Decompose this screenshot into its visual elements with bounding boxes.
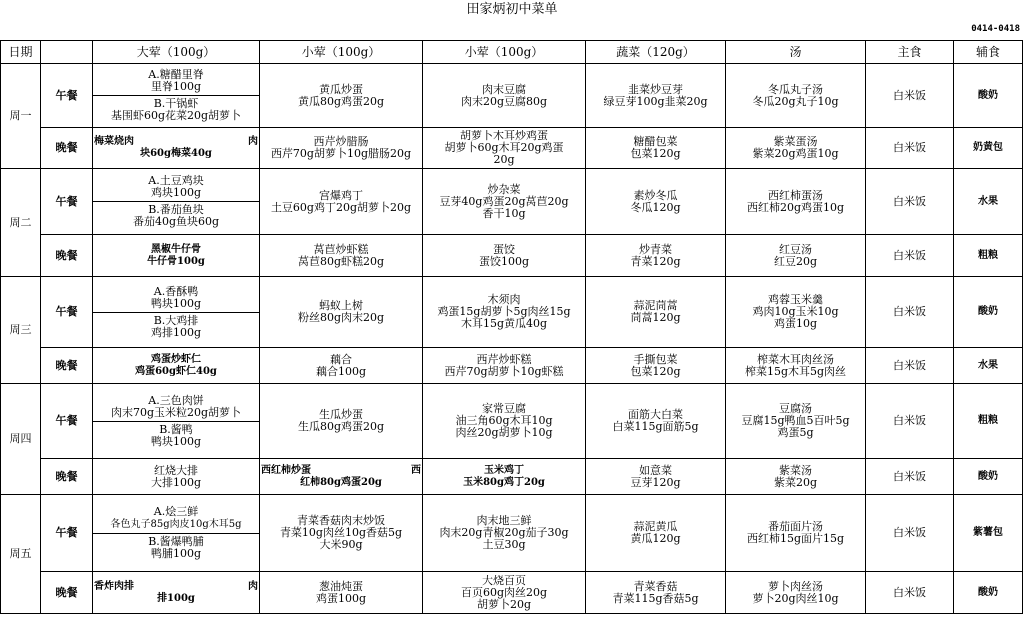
side-cell: 奶黄包 — [954, 128, 1023, 169]
day-cell: 周三 — [1, 277, 41, 384]
main-meat-cell: A.三色肉饼 肉末70g玉米粒20g胡萝卜 B.酱鸭 鸭块100g — [93, 384, 260, 459]
small-meat-1-cell: 黄瓜炒蛋 黄瓜80g鸡蛋20g — [260, 64, 423, 128]
side-cell: 紫薯包 — [954, 495, 1023, 572]
side-cell: 水果 — [954, 169, 1023, 235]
small-meat-2-cell: 大烧百页 百页60g肉丝20g 胡萝卜20g — [423, 572, 586, 614]
soup-cell: 豆腐汤 豆腐15g鸭血5百叶5g 鸡蛋5g — [726, 384, 866, 459]
vegetable-cell: 素炒冬瓜 冬瓜120g — [586, 169, 726, 235]
table-row — [1, 169, 1023, 235]
small-meat-2-cell: 肉末地三鲜 肉末20g青椒20g茄子30g 土豆30g — [423, 495, 586, 572]
header-staple: 主食 — [866, 41, 954, 64]
vegetable-cell: 如意菜 豆芽120g — [586, 459, 726, 495]
vegetable-cell: 蒜泥黄瓜 黄瓜120g — [586, 495, 726, 572]
side-cell: 粗粮 — [954, 384, 1023, 459]
small-meat-1-cell: 莴苣炒虾糕 莴苣80g虾糕20g — [260, 235, 423, 277]
table-row — [1, 495, 1023, 572]
meal-cell: 午餐 — [41, 384, 93, 459]
day-cell: 周四 — [1, 384, 41, 495]
header-soup: 汤 — [726, 41, 866, 64]
side-cell: 酸奶 — [954, 64, 1023, 128]
small-meat-2-cell: 肉末豆腐 肉末20g豆腐80g — [423, 64, 586, 128]
small-meat-1-cell: 西红柿炒蛋 西 红柿80g鸡蛋20g — [260, 459, 423, 495]
meal-cell: 晚餐 — [41, 348, 93, 384]
side-cell: 酸奶 — [954, 572, 1023, 614]
meal-cell: 午餐 — [41, 64, 93, 128]
staple-cell: 白米饭 — [866, 459, 954, 495]
small-meat-1-cell: 藕合 藕合100g — [260, 348, 423, 384]
page-title: 田家炳初中菜单 — [466, 2, 558, 17]
small-meat-1-cell: 蚂蚁上树 粉丝80g肉末20g — [260, 277, 423, 348]
small-meat-1-cell: 生瓜炒蛋 生瓜80g鸡蛋20g — [260, 384, 423, 459]
meal-cell: 晚餐 — [41, 128, 93, 169]
small-meat-1-cell: 西芹炒腊肠 西芹70g胡萝卜10g腊肠20g — [260, 128, 423, 169]
table-row — [1, 277, 1023, 348]
main-meat-cell: A.烩三鲜 各色丸子85g肉皮10g木耳5g B.酱爆鸭脯 鸭脯100g — [93, 495, 260, 572]
table-row — [1, 384, 1023, 459]
vegetable-cell: 糖醋包菜 包菜120g — [586, 128, 726, 169]
vegetable-cell: 韭菜炒豆芽 绿豆芽100g韭菜20g — [586, 64, 726, 128]
meal-cell: 晚餐 — [41, 235, 93, 277]
main-meat-cell: 黑椒牛仔骨 牛仔骨100g — [93, 235, 260, 277]
soup-cell: 红豆汤 红豆20g — [726, 235, 866, 277]
vegetable-cell: 面筋大白菜 白菜115g面筋5g — [586, 384, 726, 459]
soup-cell: 冬瓜丸子汤 冬瓜20g丸子10g — [726, 64, 866, 128]
main-meat-cell: 香炸肉排 肉 排100g — [93, 572, 260, 614]
main-meat-cell: A.土豆鸡块 鸡块100g B.番茄鱼块 番茄40g鱼块60g — [93, 169, 260, 235]
staple-cell: 白米饭 — [866, 64, 954, 128]
header-main-meat: 大荤（100g） — [93, 41, 260, 64]
meal-cell: 晚餐 — [41, 459, 93, 495]
small-meat-2-cell: 家常豆腐 油三角60g木耳10g 肉丝20g胡萝卜10g — [423, 384, 586, 459]
small-meat-2-cell: 蛋饺 蛋饺100g — [423, 235, 586, 277]
vegetable-cell: 蒜泥茼蒿 茼蒿120g — [586, 277, 726, 348]
staple-cell: 白米饭 — [866, 348, 954, 384]
table-row — [1, 459, 1023, 495]
main-meat-cell: 梅菜烧肉 肉 块60g梅菜40g — [93, 128, 260, 169]
small-meat-2-cell: 西芹炒虾糕 西芹70g胡萝卜10g虾糕 — [423, 348, 586, 384]
soup-cell: 紫菜蛋汤 紫菜20g鸡蛋10g — [726, 128, 866, 169]
staple-cell: 白米饭 — [866, 277, 954, 348]
date-range: 0414-0418 — [971, 24, 1020, 34]
header-vegetable: 蔬菜（120g） — [586, 41, 726, 64]
meal-cell: 午餐 — [41, 169, 93, 235]
table-row — [1, 64, 1023, 128]
staple-cell: 白米饭 — [866, 495, 954, 572]
meal-cell: 午餐 — [41, 495, 93, 572]
table-row — [1, 572, 1023, 614]
main-meat-cell: 鸡蛋炒虾仁 鸡蛋60g虾仁40g — [93, 348, 260, 384]
table-row — [1, 128, 1023, 169]
soup-cell: 萝卜肉丝汤 萝卜20g肉丝10g — [726, 572, 866, 614]
small-meat-2-cell: 木须肉 鸡蛋15g胡萝卜5g肉丝15g 木耳15g黄瓜40g — [423, 277, 586, 348]
header-small-meat-2: 小荤（100g） — [423, 41, 586, 64]
vegetable-cell: 青菜香菇 青菜115g香菇5g — [586, 572, 726, 614]
main-meat-cell: A.糖醋里脊 里脊100g B.干锅虾 基围虾60g花菜20g胡萝卜 — [93, 64, 260, 128]
small-meat-2-cell: 炒杂菜 豆芽40g鸡蛋20g莴苣20g 香干10g — [423, 169, 586, 235]
side-cell: 水果 — [954, 348, 1023, 384]
meal-cell: 晚餐 — [41, 572, 93, 614]
soup-cell: 鸡蓉玉米羹 鸡肉10g玉米10g 鸡蛋10g — [726, 277, 866, 348]
meal-cell: 午餐 — [41, 277, 93, 348]
staple-cell: 白米饭 — [866, 169, 954, 235]
soup-cell: 西红柿蛋汤 西红柿20g鸡蛋10g — [726, 169, 866, 235]
menu-table — [0, 40, 1023, 614]
small-meat-1-cell: 葱油炖蛋 鸡蛋100g — [260, 572, 423, 614]
header-meal — [41, 41, 93, 64]
day-cell: 周五 — [1, 495, 41, 614]
soup-cell: 紫菜汤 紫菜20g — [726, 459, 866, 495]
small-meat-2-cell: 胡萝卜木耳炒鸡蛋 胡萝卜60g木耳20g鸡蛋 20g — [423, 128, 586, 169]
main-meat-cell: A.香酥鸭 鸭块100g B.大鸡排 鸡排100g — [93, 277, 260, 348]
soup-cell: 榨菜木耳肉丝汤 榨菜15g木耳5g肉丝 — [726, 348, 866, 384]
day-cell: 周一 — [1, 64, 41, 169]
header-row — [1, 41, 1023, 64]
header-side: 辅食 — [954, 41, 1023, 64]
small-meat-2-cell: 玉米鸡丁 玉米80g鸡丁20g — [423, 459, 586, 495]
side-cell: 粗粮 — [954, 235, 1023, 277]
main-meat-cell: 红烧大排 大排100g — [93, 459, 260, 495]
header-small-meat-1: 小荤（100g） — [260, 41, 423, 64]
vegetable-cell: 炒青菜 青菜120g — [586, 235, 726, 277]
staple-cell: 白米饭 — [866, 572, 954, 614]
vegetable-cell: 手撕包菜 包菜120g — [586, 348, 726, 384]
staple-cell: 白米饭 — [866, 235, 954, 277]
side-cell: 酸奶 — [954, 459, 1023, 495]
staple-cell: 白米饭 — [866, 128, 954, 169]
small-meat-1-cell: 青菜香菇肉末炒饭 青菜10g肉丝10g香菇5g 大米90g — [260, 495, 423, 572]
day-cell: 周二 — [1, 169, 41, 277]
side-cell: 酸奶 — [954, 277, 1023, 348]
table-row — [1, 235, 1023, 277]
soup-cell: 番茄面片汤 西红柿15g面片15g — [726, 495, 866, 572]
staple-cell: 白米饭 — [866, 384, 954, 459]
table-row — [1, 348, 1023, 384]
small-meat-1-cell: 宫爆鸡丁 土豆60g鸡丁20g胡萝卜20g — [260, 169, 423, 235]
header-date: 日期 — [1, 41, 41, 64]
